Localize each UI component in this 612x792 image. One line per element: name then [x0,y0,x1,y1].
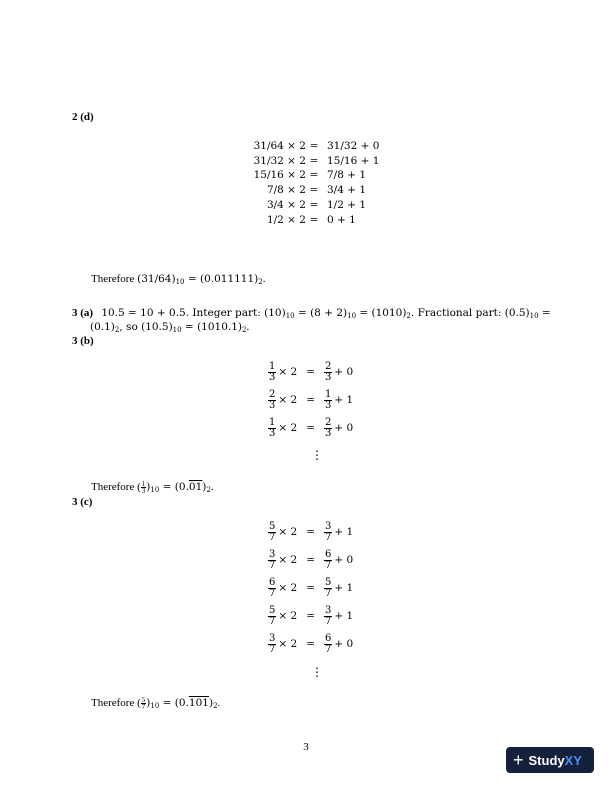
section-label-3b: 3 (b) [72,335,94,347]
lhs-fraction [268,418,276,439]
base-subscript: 2 [213,702,218,710]
numerator: 3 [325,520,332,532]
equation-lhs: 15/16 × 2 [253,169,306,182]
denominator: 3 [269,371,276,383]
denominator: 7 [325,531,332,543]
conclusion-prefix: Therefore [91,273,138,285]
equation-row [0,183,612,197]
paren: ) [208,697,214,709]
paren: ) [146,697,151,709]
base-subscript: 2 [258,278,263,286]
equals-sign: = [306,638,316,650]
equals-part: = (0. [159,481,189,493]
equation-rhs: 15/16 + 1 [327,154,380,167]
text-part: = (8 + 2) [294,307,348,319]
denominator: 7 [325,615,332,627]
lhs-fraction [268,634,276,655]
rhs-fraction [324,390,332,411]
equals-sign: = [306,394,316,406]
rhs-fraction [324,634,332,655]
equation-row [0,154,612,168]
equation-rhs: 3/4 + 1 [327,184,367,197]
remainder-term: + 0 [334,554,354,566]
repeating-digits: 101 [188,697,209,709]
numerator: 1 [141,479,146,488]
rhs-fraction [324,606,332,627]
text-part: , so (10.5) [119,321,173,333]
conclusion-3b [91,480,214,497]
base-subscript: 10 [175,278,185,286]
fraction-equation-row [268,546,353,574]
fraction-equation-row [268,518,353,546]
numerator: 5 [325,576,332,588]
conclusion-lhs: (31/64) [137,273,176,285]
vdots-3c: ⋮ [311,665,323,679]
lhs-fraction [268,522,276,543]
equals-part: = (0. [159,697,189,709]
numerator: 5 [269,604,276,616]
base-subscript: 2 [406,312,411,320]
equation-lhs: 31/32 × 2 [253,154,306,167]
repeating-digits: 01 [188,481,203,493]
equation-lhs: 7/8 × 2 [266,184,306,197]
denominator: 3 [325,371,332,383]
vdots-3b: ⋮ [311,448,323,462]
numerator: 1 [269,416,276,428]
numerator: 3 [325,604,332,616]
equation-rhs: 0 + 1 [327,213,356,226]
conclusion-2d [91,272,265,289]
equals-sign: = [306,422,316,434]
equation-lhs: 3/4 × 2 [266,198,306,211]
equals-sign: = [309,184,319,197]
conclusion-prefix: Therefore ( [91,481,141,493]
denominator: 7 [325,643,332,655]
denominator: 3 [325,399,332,411]
denominator: 7 [325,559,332,571]
numerator: 1 [269,360,276,372]
equation-rhs: 1/2 + 1 [327,198,367,211]
times-two: × 2 [278,638,298,650]
denominator: 7 [269,531,276,543]
base-subscript: 10 [347,312,357,320]
fraction-equation-row [268,630,353,658]
equals-sign: = [306,526,316,538]
fraction-equation-row [268,358,353,386]
fraction-equation-row [268,414,353,442]
fraction-equation-row [268,602,353,630]
equals-sign: = [309,140,319,152]
section-label-3a: 3 (a) [72,307,94,319]
section-label-2d: 2 (d) [72,111,94,123]
rhs-fraction [324,550,332,571]
remainder-term: + 0 [334,638,354,650]
remainder-term: + 1 [334,526,354,538]
base-subscript: 10 [285,312,295,320]
equation-row [0,213,612,227]
numerator: 2 [269,388,276,400]
numerator: 2 [325,416,332,428]
numerator: 3 [269,548,276,560]
base-subscript: 10 [150,486,160,494]
base-subscript: 2 [114,326,120,334]
times-two: × 2 [278,394,298,406]
base-subscript: 10 [150,702,160,710]
rhs-fraction [324,418,332,439]
period: . [210,481,214,493]
section-label-3c: 3 (c) [72,496,93,508]
lhs-fraction [268,390,276,411]
denominator: 7 [325,587,332,599]
equals-sign: = [309,213,319,226]
section-3a-line2 [90,320,249,337]
rhs-fraction [324,578,332,599]
equation-lhs: 31/64 × 2 [253,140,306,152]
equals-sign: = [306,582,316,594]
numerator: 5 [269,520,276,532]
base-subscript: 10 [529,312,539,320]
fraction-equation-row [268,574,353,602]
numerator: 5 [141,695,146,704]
text-part: = [538,307,551,319]
denominator: 3 [269,427,276,439]
period: . [262,273,266,285]
paren: ) [146,481,151,493]
times-two: × 2 [278,366,298,378]
denominator: 7 [269,559,276,571]
lhs-fraction [268,606,276,627]
denominator: 3 [141,486,146,495]
equation-row [0,168,612,182]
numerator: 6 [325,632,332,644]
equation-rhs: 31/32 + 0 [327,140,380,152]
equation-rhs: 7/8 + 1 [327,169,367,182]
page-number: 3 [303,741,309,753]
numerator: 6 [325,548,332,560]
rhs-fraction [324,362,332,383]
times-two: × 2 [278,582,298,594]
rhs-fraction [324,522,332,543]
remainder-term: + 1 [334,394,354,406]
base-subscript: 2 [206,486,211,494]
lhs-fraction [268,578,276,599]
equals-sign: = [306,610,316,622]
times-two: × 2 [278,610,298,622]
equation-row [0,139,612,153]
logo-text-study: Study [528,752,565,768]
numerator: 2 [325,360,332,372]
conclusion-prefix: Therefore ( [91,697,141,709]
denominator: 7 [141,702,146,711]
text-part: . Fractional part: (0.5) [410,307,530,319]
paren: ) [202,481,207,493]
text-part: = (1010.1) [181,321,242,333]
plus-icon: + [513,750,524,770]
conclusion-rhs: (0.011111) [199,273,259,285]
equals-sign: = [309,169,319,182]
lhs-fraction [268,362,276,383]
remainder-term: + 1 [334,582,354,594]
logo-text-xy: XY [564,752,582,768]
base-subscript: 10 [172,326,182,334]
equals-sign: = [309,198,319,211]
fraction-equation-row [268,386,353,414]
numerator: 6 [269,576,276,588]
equals-sign: = [306,366,316,378]
text-part: = (1010) [356,307,407,319]
equation-lhs: 1/2 × 2 [266,213,306,226]
text-part: (0.1) [90,321,115,333]
lhs-fraction [268,550,276,571]
remainder-term: + 1 [334,610,354,622]
times-two: × 2 [278,422,298,434]
remainder-term: + 0 [334,422,354,434]
base-subscript: 2 [242,326,247,334]
equation-row [0,198,612,212]
denominator: 7 [269,643,276,655]
studyxy-logo[interactable] [506,747,594,773]
remainder-term: + 0 [334,366,354,378]
equals-sign: = [184,273,200,285]
equals-sign: = [306,554,316,566]
period: . [217,697,221,709]
text-part: . [246,321,250,333]
numerator: 1 [325,388,332,400]
denominator: 7 [269,587,276,599]
text-part: 10.5 = 10 + 0.5. Integer part: (10) [101,307,286,319]
numerator: 3 [269,632,276,644]
equals-sign: = [309,154,319,167]
times-two: × 2 [278,554,298,566]
denominator: 3 [269,399,276,411]
denominator: 7 [269,615,276,627]
conclusion-3c [91,696,220,713]
denominator: 3 [325,427,332,439]
times-two: × 2 [278,526,298,538]
